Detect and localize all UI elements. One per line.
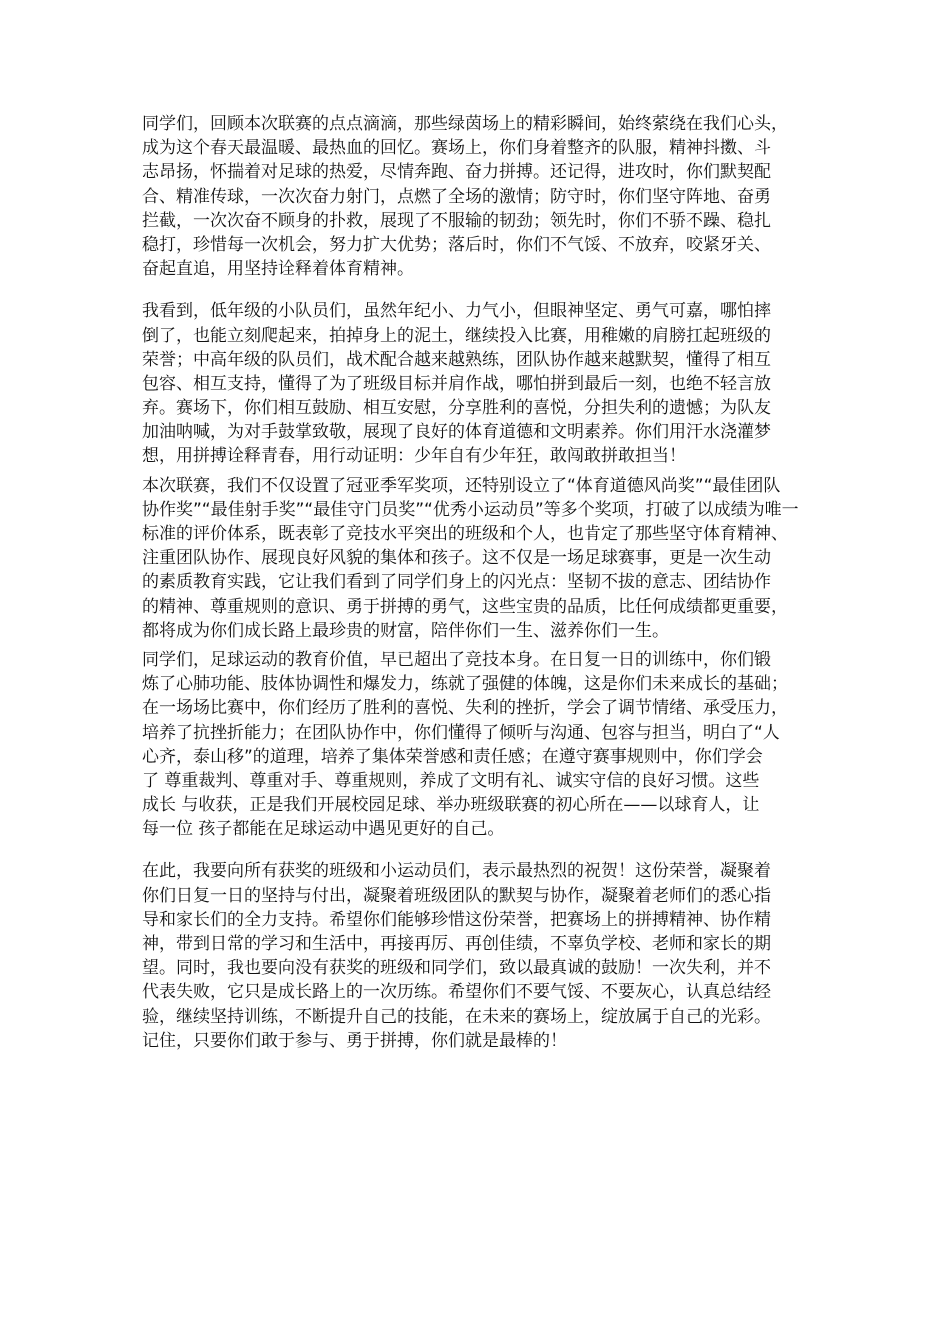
text-line: 想，用拼搏诠释青春，用行动证明：少年自有少年狂，敢闯敢拼敢担当！ — [142, 446, 686, 467]
text-line: 标准的评价体系，既表彰了竞技水平突出的班级和个人，也肯定了那些坚守体育精神、 — [142, 524, 788, 544]
document-page — [142, 112, 822, 1053]
text-line: 验，继续坚持训练，不断提升自己的技能，在未来的赛场上，绽放属于自己的光彩。 — [142, 1006, 771, 1027]
text-line: 记住，只要你们敢于参与、勇于拼搏，你们就是最棒的！ — [142, 1030, 567, 1051]
paragraph-4 — [142, 648, 822, 842]
text-line: 协作奖”“最佳射手奖”“最佳守门员奖”“优秀小运动员”等多个奖项，打破了以成绩为唯一 — [142, 499, 799, 520]
text-line: 你们日复一日的坚持与付出，凝聚着班级团队的默契与协作，凝聚着老师们的悉心指 — [142, 885, 771, 906]
text-line: 代表失败，它只是成长路上的一次历练。希望你们不要气馁、不要灰心，认真总结经 — [142, 982, 771, 1003]
text-line: 培养了抗挫折能力；在团队协作中，你们懂得了倾听与沟通、包容与担当，明白了“人 — [142, 722, 780, 743]
paragraph-1 — [142, 112, 822, 281]
paragraph-2 — [142, 299, 822, 468]
text-line: 望。同时，我也要向没有获奖的班级和同学们，致以最真诚的鼓励！一次失利，并不 — [142, 958, 771, 979]
text-line: 在此，我要向所有获奖的班级和小运动员们，表示最热烈的祝贺！这份荣誉，凝聚着 — [142, 861, 771, 882]
text-line: 志昂扬，怀揣着对足球的热爱，尽情奔跑、奋力拼搏。还记得，进攻时，你们默契配 — [142, 162, 771, 183]
paragraph-5 — [142, 859, 822, 1053]
paragraph-3 — [142, 474, 822, 643]
text-line: 同学们，回顾本次联赛的点点滴滴，那些绿茵场上的精彩瞬间，始终萦绕在我们心头， — [142, 114, 788, 134]
text-line: 同学们，足球运动的教育价值，早已超出了竞技本身。在日复一日的训练中，你们锻 — [142, 649, 771, 670]
text-line: 了 尊重裁判、尊重对手、尊重规则，养成了文明有礼、诚实守信的良好习惯。这些 — [142, 770, 760, 791]
text-line: 拦截，一次次奋不顾身的扑救，展现了不服输的韧劲；领先时，你们不骄不躁、稳扎 — [142, 210, 771, 231]
text-line: 本次联赛，我们不仅设置了冠亚季军奖项，还特别设立了“体育道德风尚奖”“最佳团队 — [142, 475, 781, 496]
text-line: 都将成为你们成长路上最珍贵的财富，陪伴你们一生、滋养你们一生。 — [142, 620, 669, 641]
text-line: 成为这个春天最温暖、最热血的回忆。赛场上，你们身着整齐的队服，精神抖擞、斗 — [142, 138, 771, 159]
text-line: 的素质教育实践，它让我们看到了同学们身上的闪光点：坚韧不拔的意志、团结协作 — [142, 572, 771, 593]
paragraph-spacer — [142, 841, 822, 859]
text-line: 稳打，珍惜每一次机会，努力扩大优势；落后时，你们不气馁、不放弃，咬紧牙关、 — [142, 234, 771, 255]
paragraph-spacer — [142, 281, 822, 299]
text-line: 奋起直追，用坚持诠释着体育精神。 — [142, 259, 414, 280]
text-line: 在一场场比赛中，你们经历了胜利的喜悦、失利的挫折，学会了调节情绪、承受压力， — [142, 698, 788, 719]
text-line: 炼了心肺功能、肢体协调性和爆发力，练就了强健的体魄，这是你们未来成长的基础； — [142, 674, 788, 695]
text-line: 成长 与收获，正是我们开展校园足球、举办班级联赛的初心所在——以球育人，让 — [142, 795, 760, 816]
text-line: 合、精准传球，一次次奋力射门，点燃了全场的激情；防守时，你们坚守阵地、奋勇 — [142, 186, 771, 207]
text-line: 弃。赛场下，你们相互鼓励、相互安慰，分享胜利的喜悦，分担失利的遗憾；为队友 — [142, 398, 771, 419]
text-line: 加油呐喊，为对手鼓掌致敬，展现了良好的体育道德和文明素养。你们用汗水浇灌梦 — [142, 422, 771, 443]
text-line: 心齐，泰山移”的道理，培养了集体荣誉感和责任感；在遵守赛事规则中，你们学会 — [142, 746, 763, 767]
text-line: 注重团队协作、展现良好风貌的集体和孩子。这不仅是一场足球赛事，更是一次生动 — [142, 548, 771, 569]
text-line: 导和家长们的全力支持。希望你们能够珍惜这份荣誉，把赛场上的拼搏精神、协作精 — [142, 909, 771, 930]
text-line: 倒了，也能立刻爬起来，拍掉身上的泥土，继续投入比赛，用稚嫩的肩膀扛起班级的 — [142, 325, 771, 346]
text-line: 我看到，低年级的小队员们，虽然年纪小、力气小，但眼神坚定、勇气可嘉，哪怕摔 — [142, 301, 771, 322]
text-line: 神，带到日常的学习和生活中，再接再厉、再创佳绩，不辜负学校、老师和家长的期 — [142, 934, 771, 954]
text-line: 的精神、尊重规则的意识、勇于拼搏的勇气，这些宝贵的品质，比任何成绩都更重要， — [142, 596, 788, 617]
text-line: 每一位 孩子都能在足球运动中遇见更好的自己。 — [142, 819, 505, 840]
text-line: 包容、相互支持，懂得了为了班级目标并肩作战，哪怕拼到最后一刻，也绝不轻言放 — [142, 373, 771, 394]
text-line: 荣誉；中高年级的队员们，战术配合越来越熟练，团队协作越来越默契，懂得了相互 — [142, 349, 771, 370]
